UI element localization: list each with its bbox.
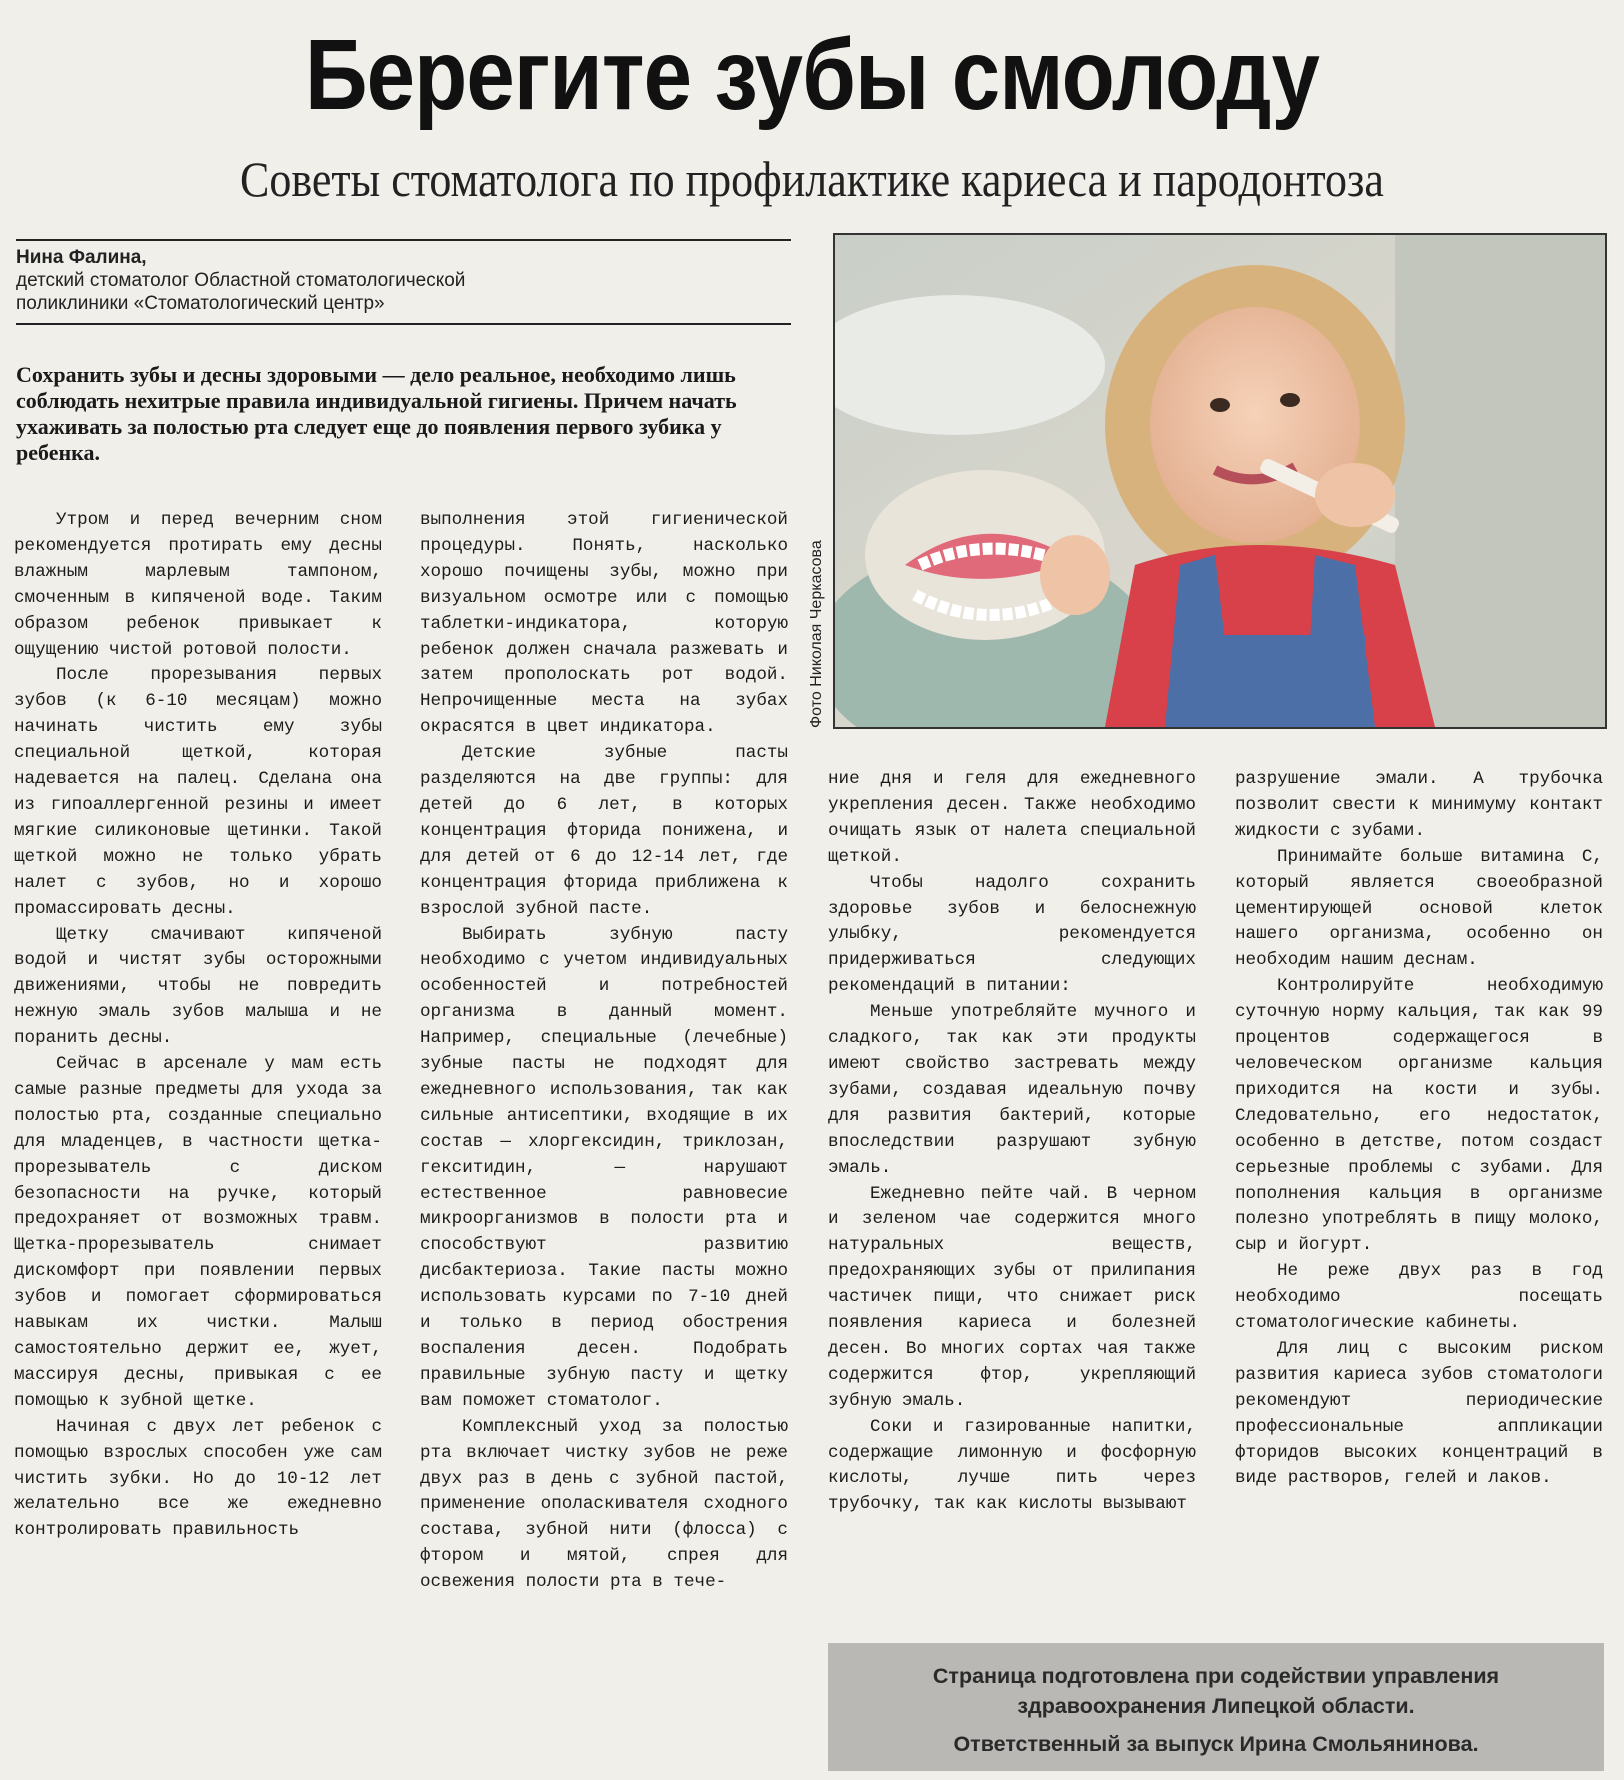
column-paragraph: Меньше употребляйте мучного и сладкого, так как эти продукты имеют свойство застревать между зубами, создавая идеальную почву для развития бактерий, которые впоследствии разрушают зубную эмаль. xyxy=(828,1002,1196,1178)
headline: Берегите зубы смолоду xyxy=(304,19,1320,131)
column-paragraph: Щетку смачивают кипяченой водой и чистят зубы осторожными движениями, чтобы не повредить нежную эмаль зубов малыша и не поранить десны. xyxy=(14,924,382,1049)
article-column-1 xyxy=(14,508,382,1778)
photo-illustration xyxy=(835,235,1605,727)
column-paragraph: Выбирать зубную пасту необходимо с учетом индивидуальных особенностей и потребностей организма в данный момент. Например, специальные (лечебные) зубные пасты не подходят для ежедневного использования, так как сильные антисептики, входящие в их состав — хлоргексидин, триклозан, гекситидин, — нарушают естественное равновесие микроорганизмов в полости рта и способствуют развитию дисбактериоза. Такие пасты можно использовать курсами по 7-10 дней и только в период обострения воспаления десен. Подобрать правильные зубную пасту и щетку вам поможет стоматолог. xyxy=(420,924,788,1411)
author-role-line2: поликлиники «Стоматологический центр» xyxy=(16,293,385,314)
column-paragraph: Комплексный уход за полостью рта включает чистку зубов не реже двух раз в день с зубной пастой, применение ополаскивателя сходного состава, зубной нити (флосса) с фтором и мятой, спрея для освежения полости рта в тече- xyxy=(420,1416,788,1593)
lead-paragraph: Сохранить зубы и десны здоровыми — дело реальное, необходимо лишь соблюдать нехитрые правила индивидуальной гигиены. Причем начать ухаживать за полостью рта следует еще до появления первого зубика у ребенка. xyxy=(16,362,737,465)
column-paragraph: выполнения этой гигиенической процедуры. Понять, насколько хорошо почищены зубы, можно при визуальном осмотре или с помощью таблетки-индикатора, которую ребенок должен сначала разжевать и затем прополоскать рот водой. Непрочищенные места на зубах окрасятся в цвет индикатора. xyxy=(420,510,788,738)
sponsor-footer xyxy=(828,1643,1604,1771)
article-column-2 xyxy=(420,508,788,1778)
column-paragraph: разрушение эмали. А трубочка позволит свести к минимуму контакт жидкости с зубами. xyxy=(1235,769,1603,841)
column-paragraph: Начиная с двух лет ребенок с помощью взрослых способен уже сам чистить зубки. Но до 10-12 лет желательно все же ежедневно контролировать правильность xyxy=(14,1416,382,1541)
column-paragraph: Утром и перед вечерним сном рекомендуется протирать ему десны влажным марлевым тампоном, смоченным в кипяченой воде. Таким образом ребенок привыкает к ощущению чистой ротовой полости. xyxy=(14,510,382,660)
byline-rule-bottom xyxy=(16,323,791,325)
column-paragraph: Чтобы надолго сохранить здоровье зубов и белоснежную улыбку, рекомендуется придерживаться следующих рекомендаций в питании: xyxy=(828,872,1196,997)
byline xyxy=(16,246,791,315)
article-photo xyxy=(833,233,1607,729)
footer-line2: здравоохранения Липецкой области. xyxy=(1017,1694,1415,1718)
column-paragraph: Принимайте больше витамина С, который является своеобразной цементирующей основой клеток нашего организма, особенно он необходим нашим деснам. xyxy=(1235,846,1603,971)
column-paragraph: Детские зубные пасты разделяются на две группы: для детей до 6 лет, в которых концентрация фторида понижена, и для детей от 6 до 12-14 лет, где концентрация фторида приближена к взрослой зубной пасте. xyxy=(420,743,788,919)
column-paragraph: Для лиц с высоким риском развития кариеса зубов стоматологи рекомендуют периодические профессиональные аппликации фторидов высоких концентраций в виде растворов, гелей и лаков. xyxy=(1235,1338,1603,1489)
column-paragraph: Контролируйте необходимую суточную норму кальция, так как 99 процентов содержащегося в человеческом организме кальция приходится на кости и зубы. Следовательно, его недостаток, особенно в детстве, потом создаст серьезные проблемы с зубами. Для пополнения кальция в организме полезно употреблять в пищу молоко, сыр и йогурт. xyxy=(1235,976,1603,1256)
byline-rule-top xyxy=(16,239,791,241)
author-role-line1: детский стоматолог Областной стоматологической xyxy=(16,270,466,291)
footer-line1: Страница подготовлена при содействии управления xyxy=(932,1664,1500,1688)
column-paragraph: ние дня и геля для ежедневного укрепления десен. Также необходимо очищать язык от налета специальной щеткой. xyxy=(828,769,1196,867)
column-paragraph: Сейчас в арсенале у мам есть самые разные предметы для ухода за полостью рта, созданные специально для младенцев, в частности щетка-прорезыватель с диском безопасности на ручке, который предохраняет от возможных травм. Щетка-прорезыватель снимает дискомфорт при появлении первых зубов и помогает сформироваться навыкам их чистки. Малыш самостоятельно держит ее, жует, массируя десны, привыкая с ее помощью к зубной щетке. xyxy=(14,1054,382,1411)
column-paragraph: Ежедневно пейте чай. В черном и зеленом чае содержится много натуральных веществ, предохраняющих зубы от прилипания частичек пищи, что снижает риск появления кариеса и болезней десен. Во многих сортах чая также содержится фтор, укрепляющий зубную эмаль. xyxy=(828,1183,1196,1411)
photo-credit: Фото Николая Черкасова xyxy=(808,540,825,728)
column-paragraph: Не реже двух раз в год необходимо посещать стоматологические кабинеты. xyxy=(1235,1261,1603,1334)
author-name: Нина Фалина, xyxy=(16,247,147,268)
column-paragraph: Соки и газированные напитки, содержащие лимонную и фосфорную кислоты, лучше пить через трубочку, так как кислоты вызывают xyxy=(828,1416,1196,1515)
article-column-3 xyxy=(828,767,1196,1617)
footer-line3: Ответственный за выпуск Ирина Смольянинова. xyxy=(953,1732,1479,1756)
article-column-4 xyxy=(1235,767,1603,1617)
column-paragraph: После прорезывания первых зубов (к 6-10 месяцам) можно начинать чистить ему зубы специальной щеткой, которая надевается на палец. Сделана она из гипоаллергенной резины и имеет мягкие силиконовые щетинки. Такой щеткой можно не только убрать налет с зубов, но и хорошо промассировать десны. xyxy=(14,665,382,919)
subheadline: Советы стоматолога по профилактике кариеса и пародонтоза xyxy=(240,151,1384,207)
